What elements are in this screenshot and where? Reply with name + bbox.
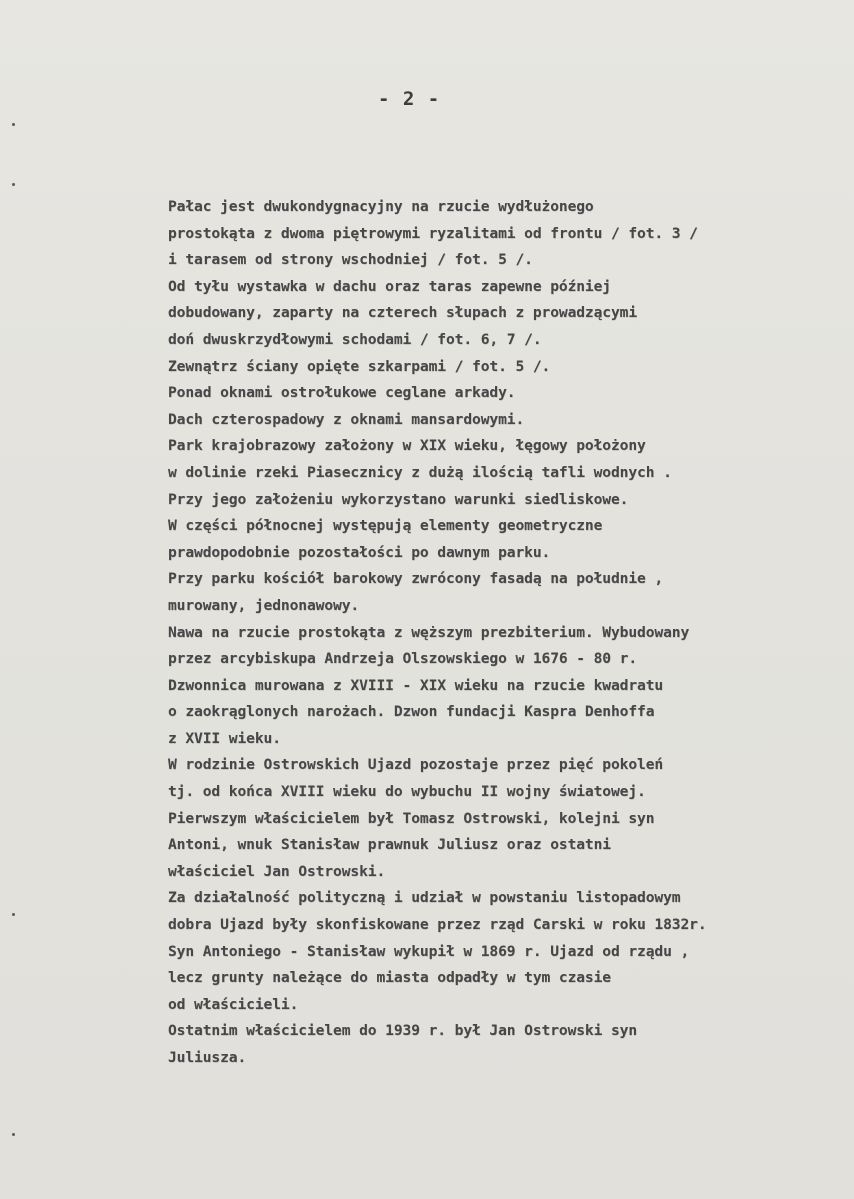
text-line: Syn Antoniego - Stanisław wykupił w 1869 r. Ujazd od rządu , [168,942,690,960]
text-line: doń dwuskrzydłowymi schodami / fot. 6, 7 /. [168,330,542,348]
margin-mark [12,183,15,186]
text-line: Zewnątrz ściany opięte szkarpami / fot. 5 /. [168,357,551,375]
text-line: Ponad oknami ostrołukowe ceglane arkady. [168,384,516,402]
text-line: Pałac jest dwukondygnacyjny na rzucie wydłużonego [168,198,594,215]
text-line: z XVII wieku. [168,729,281,747]
text-line: od właścicieli. [168,995,299,1013]
text-line: prawdopodobnie pozostałości po dawnym parku. [168,543,551,561]
body-text [168,194,848,1072]
text-line: i tarasem od strony wschodniej / fot. 5 /. [168,251,533,269]
text-line: o zaokrąglonych narożach. Dzwon fundacji Kaspra Denhoffa [168,703,655,721]
text-line: Pierwszym właścicielem był Tomasz Ostrowski, kolejni syn [168,809,655,827]
text-line: właściciel Jan Ostrowski. [168,862,386,880]
text-line: Nawa na rzucie prostokąta z węższym prezbiterium. Wybudowany [168,623,690,641]
text-line: murowany, jednonawowy. [168,596,360,614]
text-line: tj. od końca XVIII wieku do wybuchu II wojny światowej. [168,783,646,801]
text-line: Za działalność polityczną i udział w powstaniu listopadowym [168,889,681,907]
text-line: dobudowany, zaparty na czterech słupach z prowadzącymi [168,304,638,322]
text-line: prostokąta z dwoma piętrowymi ryzalitami od frontu / fot. 3 / [168,224,698,242]
page-number: - 2 - [378,88,441,110]
margin-mark [12,913,15,916]
text-line: Juliusza. [168,1049,247,1066]
text-line: dobra Ujazd były skonfiskowane przez rząd Carski w roku 1832r. [168,916,707,934]
text-line: Przy parku kościół barokowy zwrócony fasadą na południe , [168,570,664,588]
text-line: Przy jego założeniu wykorzystano warunki siedliskowe. [168,490,629,508]
text-line: Antoni, wnuk Stanisław prawnuk Juliusz oraz ostatni [168,836,611,854]
text-line: w dolinie rzeki Piasecznicy z dużą ilością tafli wodnych . [168,463,672,481]
text-line: Park krajobrazowy założony w XIX wieku, łęgowy położony [168,437,646,455]
text-line: W rodzinie Ostrowskich Ujazd pozostaje przez pięć pokoleń [168,756,664,774]
text-line: przez arcybiskupa Andrzeja Olszowskiego w 1676 - 80 r. [168,650,638,668]
text-line: Dach czterospadowy z oknami mansardowymi. [168,410,525,428]
margin-mark [12,1133,15,1136]
text-line: Dzwonnica murowana z XVIII - XIX wieku na rzucie kwadratu [168,676,664,694]
text-line: Ostatnim właścicielem do 1939 r. był Jan Ostrowski syn [168,1022,638,1040]
text-line: Od tyłu wystawka w dachu oraz taras zapewne później [168,277,611,295]
margin-mark [12,123,15,126]
text-line: lecz grunty należące do miasta odpadły w tym czasie [168,969,611,987]
text-line: W części północnej występują elementy geometryczne [168,517,603,535]
